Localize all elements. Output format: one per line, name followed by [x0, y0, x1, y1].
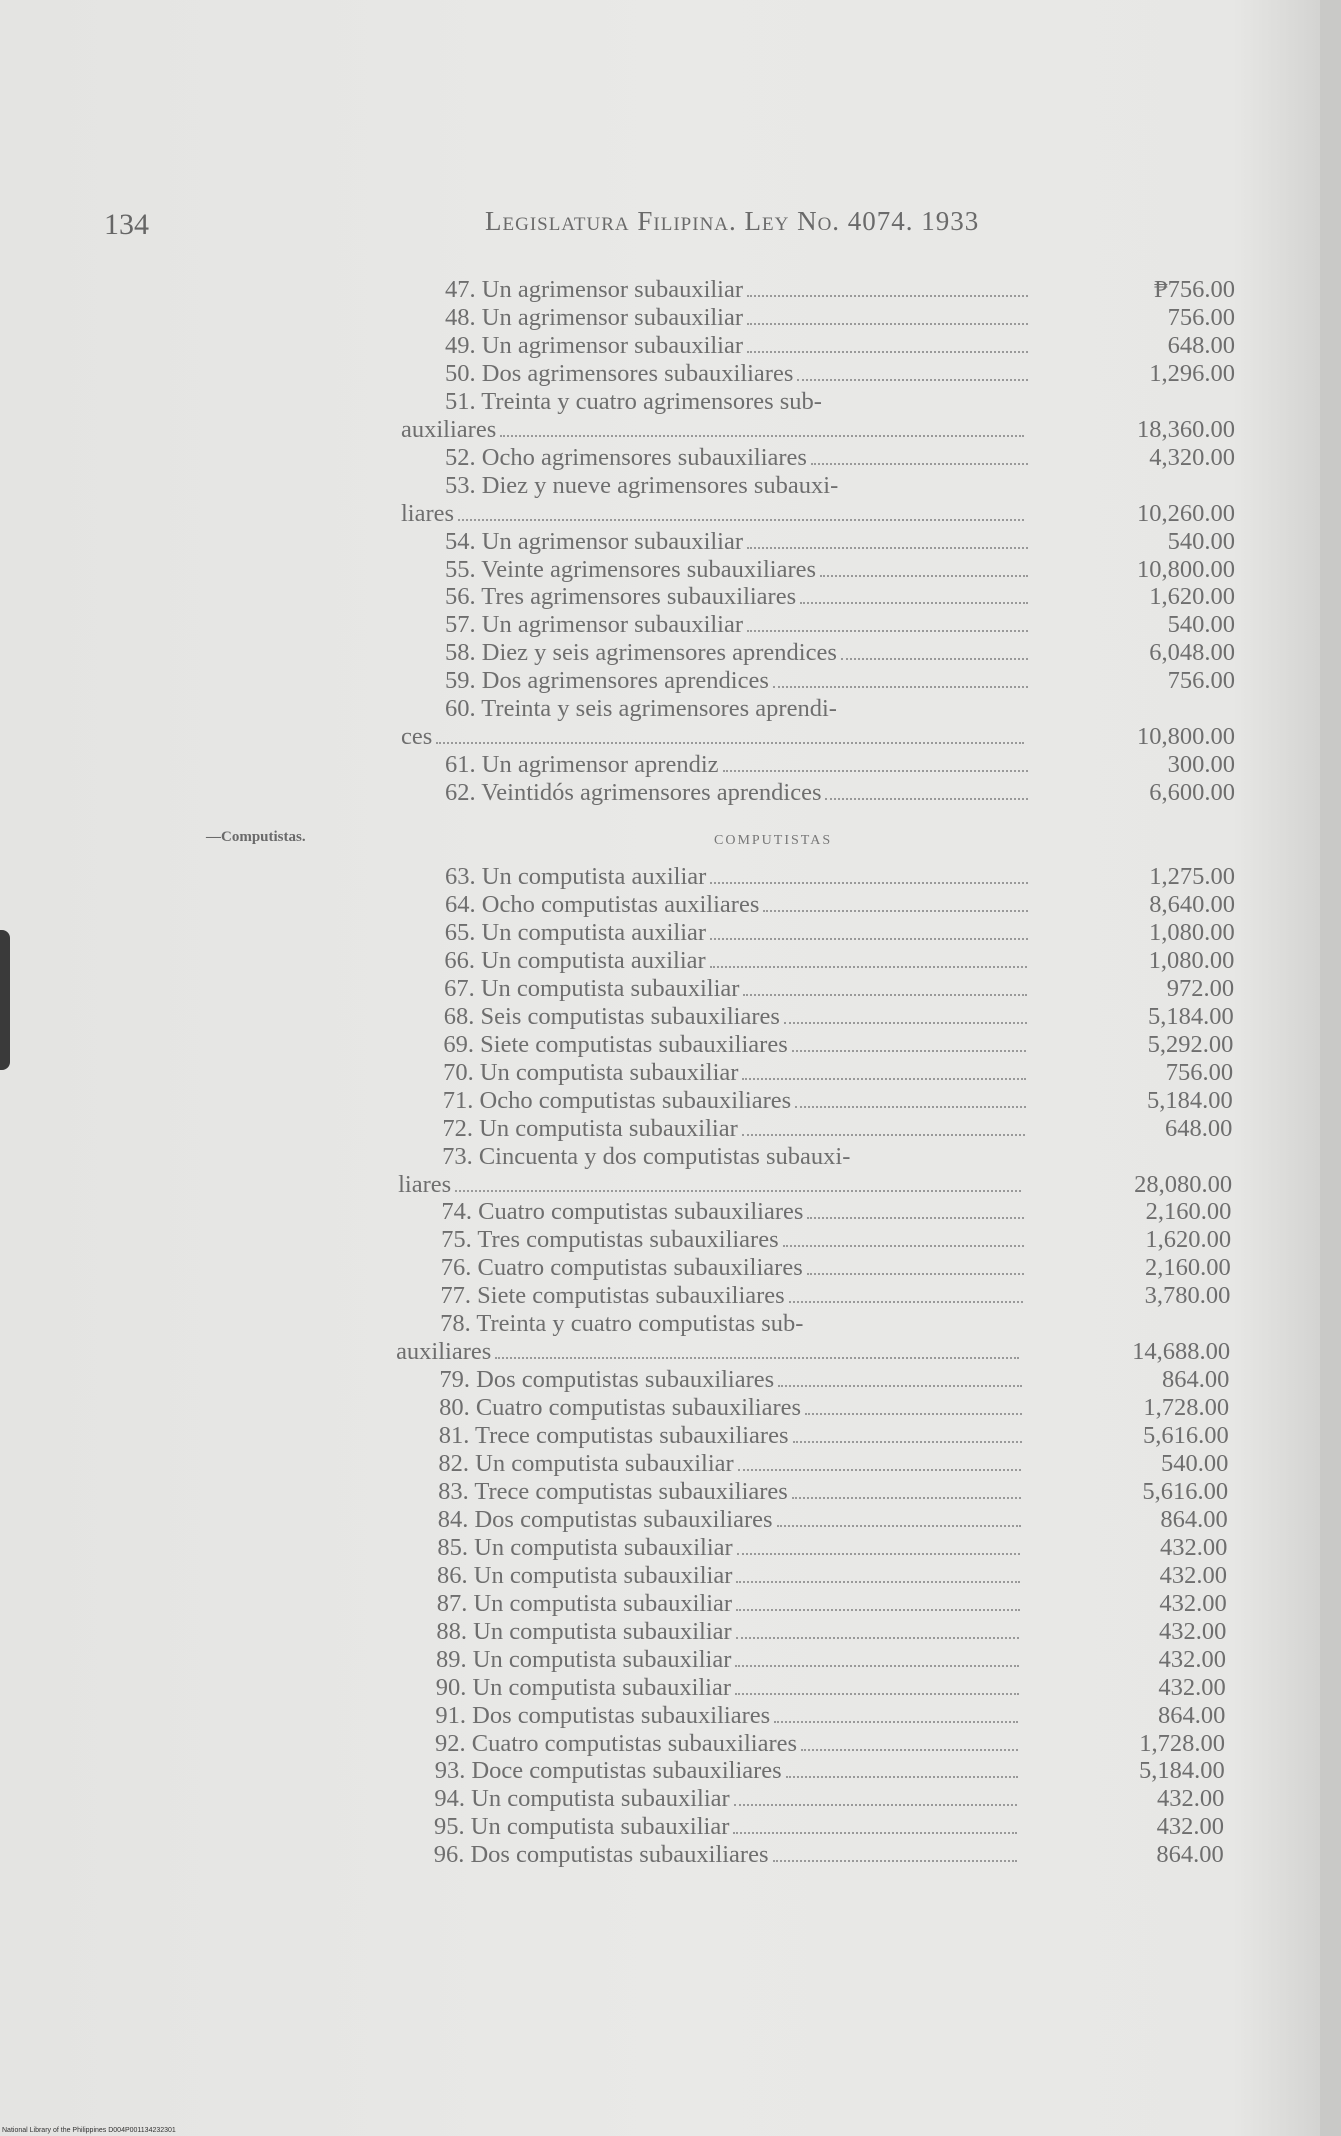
item-amount: 14,688.00: [1132, 1338, 1231, 1366]
item-text: 63. Un computista auxiliar: [445, 863, 707, 891]
item-amount: 864.00: [1158, 1701, 1226, 1729]
list-item: [434, 1813, 1224, 1841]
item-amount: 18,360.00: [1137, 415, 1235, 443]
item-amount: 1,728.00: [1139, 1729, 1226, 1757]
list-item: [445, 276, 1235, 304]
item-text: 52. Ocho agrimensores subauxiliares: [445, 443, 807, 471]
list-item: [440, 1282, 1230, 1310]
item-amount: 540.00: [1161, 1450, 1229, 1477]
list-item: [441, 1254, 1231, 1282]
leader-dots: [734, 1785, 1018, 1806]
list-item: [445, 919, 1235, 947]
item-amount: 432.00: [1160, 1533, 1228, 1561]
list-item-continuation: [401, 415, 1235, 444]
leader-dots: [777, 1506, 1021, 1527]
item-amount: 300.00: [1167, 751, 1235, 779]
item-text: 70. Un computista subauxiliar: [443, 1058, 739, 1086]
item-amount: 540.00: [1167, 527, 1235, 555]
leader-dots: [436, 723, 1024, 744]
item-amount: 1,275.00: [1149, 863, 1235, 891]
item-text-continuation: liares: [398, 1170, 452, 1198]
item-text: 61. Un agrimensor aprendiz: [445, 751, 719, 779]
leader-dots: [773, 667, 1028, 688]
item-amount: 5,184.00: [1147, 1086, 1233, 1114]
item-amount: 6,600.00: [1149, 779, 1235, 807]
item-text: 78. Treinta y cuatro computistas sub-: [440, 1310, 804, 1338]
leader-dots: [733, 1813, 1017, 1834]
item-text: 92. Cuatro computistas subauxiliares: [435, 1729, 798, 1757]
leader-dots: [455, 1171, 1021, 1192]
item-text: 74. Cuatro computistas subauxiliares: [441, 1198, 804, 1226]
item-amount: 540.00: [1167, 611, 1235, 639]
leader-dots: [747, 304, 1028, 325]
list-item: [442, 1143, 1232, 1171]
item-amount: 1,296.00: [1149, 359, 1235, 387]
list-item: [436, 1674, 1226, 1702]
list-item: [441, 1198, 1231, 1226]
thumb-shadow: [0, 930, 10, 1070]
item-text: 77. Siete computistas subauxiliares: [440, 1282, 785, 1310]
item-amount: 1,080.00: [1148, 946, 1235, 974]
item-text: 86. Un computista subauxiliar: [437, 1561, 733, 1589]
list-item: [445, 639, 1235, 667]
item-text: 95. Un computista subauxiliar: [434, 1813, 730, 1841]
item-text: 57. Un agrimensor subauxiliar: [445, 611, 744, 639]
leader-dots: [735, 1646, 1019, 1667]
leader-dots: [820, 556, 1028, 577]
item-text: 47. Un agrimensor subauxiliar: [445, 276, 744, 303]
item-amount: 5,184.00: [1148, 1002, 1234, 1030]
leader-dots: [747, 276, 1028, 297]
page-number: 134: [104, 208, 149, 241]
list-item: [438, 1478, 1228, 1506]
item-amount: 8,640.00: [1149, 891, 1235, 918]
item-amount: 2,160.00: [1145, 1198, 1232, 1226]
item-text: 50. Dos agrimensores subauxiliares: [445, 359, 794, 387]
item-amount: 864.00: [1160, 1505, 1228, 1533]
leader-dots: [742, 1059, 1026, 1080]
list-item: [439, 1422, 1229, 1450]
list-item: [445, 667, 1235, 695]
item-amount: 432.00: [1158, 1673, 1226, 1701]
item-text: 54. Un agrimensor subauxiliar: [445, 527, 744, 555]
item-amount: 5,616.00: [1142, 1477, 1229, 1505]
list-item: [445, 304, 1235, 332]
leader-dots: [786, 1757, 1018, 1778]
item-text: 89. Un computista subauxiliar: [436, 1645, 732, 1673]
item-text: 88. Un computista subauxiliar: [436, 1617, 732, 1645]
list-item: [437, 1590, 1227, 1618]
leader-dots: [774, 1702, 1018, 1723]
leader-dots: [825, 779, 1028, 800]
leader-dots: [784, 1003, 1027, 1024]
list-item: [439, 1394, 1229, 1422]
item-text: 71. Ocho computistas subauxiliares: [442, 1086, 792, 1114]
leader-dots: [789, 1282, 1024, 1303]
list-item: [436, 1618, 1226, 1646]
leader-dots: [710, 863, 1028, 884]
item-amount: 2,160.00: [1144, 1254, 1231, 1282]
item-amount: 972.00: [1166, 974, 1235, 1002]
item-text: 66. Un computista auxiliar: [444, 946, 706, 974]
leader-dots: [747, 332, 1028, 353]
item-amount: 864.00: [1156, 1841, 1224, 1869]
section-title: COMPUTISTAS: [714, 833, 833, 848]
leader-dots: [783, 1226, 1024, 1247]
item-text-continuation: auxiliares: [401, 415, 497, 443]
list-item: [443, 1059, 1233, 1087]
list-item: [445, 332, 1235, 360]
item-amount: 432.00: [1156, 1813, 1225, 1841]
item-amount: 432.00: [1159, 1617, 1227, 1645]
leader-dots: [778, 1366, 1022, 1387]
leader-dots: [841, 639, 1028, 660]
leader-dots: [792, 1031, 1027, 1052]
item-amount: 432.00: [1157, 1785, 1225, 1813]
list-item: [436, 1646, 1226, 1674]
item-amount: 432.00: [1159, 1561, 1228, 1589]
item-text: 51. Treinta y cuatro agrimensores sub-: [445, 387, 822, 415]
leader-dots: [793, 1422, 1022, 1443]
list-item: [437, 1534, 1227, 1562]
leader-dots: [763, 891, 1028, 912]
list-item: [444, 947, 1234, 975]
item-text-continuation: ces: [401, 723, 433, 751]
leader-dots: [736, 1618, 1020, 1639]
item-amount: 864.00: [1162, 1366, 1230, 1394]
item-text: 87. Un computista subauxiliar: [436, 1589, 733, 1617]
leader-dots: [737, 1534, 1021, 1555]
item-text: 93. Doce computistas subauxiliares: [434, 1757, 782, 1785]
item-amount: 1,620.00: [1145, 1226, 1232, 1254]
running-header: Legislatura Filipina. Ley No. 4074. 1933: [485, 206, 980, 236]
leader-dots: [811, 444, 1028, 465]
list-item: [445, 388, 1235, 416]
leader-dots: [795, 1087, 1026, 1108]
item-text: 59. Dos agrimensores aprendices: [445, 667, 769, 695]
list-item-continuation: [401, 499, 1235, 528]
leader-dots: [792, 1478, 1021, 1499]
leader-dots: [747, 528, 1028, 549]
list-item: [437, 1562, 1227, 1590]
item-amount: 10,260.00: [1137, 499, 1235, 527]
list-item: [445, 472, 1235, 500]
list-item: [440, 1310, 1230, 1338]
item-text: 91. Dos computistas subauxiliares: [435, 1701, 771, 1729]
list-item-continuation: [401, 723, 1235, 751]
list-item: [445, 528, 1235, 556]
item-amount: 3,780.00: [1144, 1282, 1231, 1310]
list-item: [443, 1087, 1233, 1115]
footer-stamp: National Library of the Philippines D004P001134232301: [2, 2127, 176, 2134]
list-item: [438, 1450, 1228, 1478]
item-amount: 5,616.00: [1142, 1422, 1229, 1450]
list-item: [434, 1785, 1224, 1813]
item-amount: 5,184.00: [1138, 1757, 1225, 1785]
item-text: 55. Veinte agrimensores subauxiliares: [445, 555, 817, 583]
list-item: [444, 975, 1234, 1003]
item-text: 82. Un computista subauxiliar: [438, 1450, 734, 1477]
leader-dots: [797, 360, 1028, 381]
item-text: 53. Diez y nueve agrimensores subauxi-: [445, 471, 839, 499]
item-text: 90. Un computista subauxiliar: [435, 1673, 732, 1701]
list-item-continuation: [396, 1338, 1231, 1366]
leader-dots: [735, 1674, 1019, 1695]
leader-dots: [710, 919, 1028, 940]
leader-dots: [747, 611, 1028, 632]
leader-dots: [801, 1730, 1018, 1751]
item-text: 83. Trece computistas subauxiliares: [438, 1477, 788, 1505]
list-item: [445, 611, 1235, 639]
item-amount: 6,048.00: [1149, 639, 1235, 667]
item-text: 64. Ocho computistas auxiliares: [445, 891, 760, 918]
leader-dots: [736, 1590, 1020, 1611]
list-item: [438, 1506, 1228, 1534]
item-text-continuation: auxiliares: [396, 1338, 492, 1366]
list-item: [443, 1031, 1233, 1059]
list-item: [435, 1757, 1225, 1785]
list-item: [445, 891, 1235, 919]
item-text: 68. Seis computistas subauxiliares: [443, 1002, 780, 1030]
list-item-continuation: [398, 1170, 1233, 1199]
item-amount: 28,080.00: [1134, 1170, 1233, 1198]
item-text: 81. Trece computistas subauxiliares: [438, 1422, 789, 1450]
list-item: [439, 1366, 1229, 1394]
leader-dots: [805, 1394, 1022, 1415]
list-item: [435, 1702, 1225, 1730]
item-text: 56. Tres agrimensores subauxiliares: [445, 583, 797, 611]
item-text: 80. Cuatro computistas subauxiliares: [439, 1394, 802, 1422]
item-text: 58. Diez y seis agrimensores aprendices: [445, 639, 837, 667]
item-amount: 432.00: [1159, 1589, 1227, 1617]
item-amount: 648.00: [1167, 331, 1235, 359]
item-amount: 10,800.00: [1137, 555, 1235, 583]
item-text-continuation: liares: [401, 499, 455, 527]
item-text: 76. Cuatro computistas subauxiliares: [440, 1254, 803, 1282]
leader-dots: [807, 1254, 1024, 1275]
leader-dots: [743, 975, 1027, 996]
item-text: 94. Un computista subauxiliar: [434, 1785, 730, 1813]
list-item: [445, 444, 1235, 472]
item-text: 69. Siete computistas subauxiliares: [443, 1030, 788, 1058]
leader-dots: [723, 751, 1029, 772]
item-amount: 1,620.00: [1149, 583, 1235, 611]
item-amount: 1,728.00: [1143, 1394, 1230, 1422]
leader-dots: [738, 1450, 1022, 1471]
list-item: [445, 863, 1235, 891]
item-text: 85. Un computista subauxiliar: [437, 1533, 733, 1561]
list-item: [445, 751, 1235, 779]
list-item: [434, 1841, 1224, 1869]
item-amount: 1,080.00: [1149, 918, 1235, 946]
item-amount: 10,800.00: [1137, 723, 1235, 751]
item-amount: 756.00: [1167, 667, 1235, 695]
leader-dots: [800, 583, 1028, 604]
list-item: [445, 583, 1235, 611]
item-text: 67. Un computista subauxiliar: [444, 974, 740, 1002]
item-text: 49. Un agrimensor subauxiliar: [445, 331, 744, 359]
list-item: [441, 1226, 1231, 1254]
item-text: 72. Un computista subauxiliar: [442, 1114, 738, 1142]
item-amount: 648.00: [1165, 1114, 1233, 1142]
item-text: 60. Treinta y seis agrimensores aprendi-: [445, 695, 837, 723]
item-text: 96. Dos computistas subauxiliares: [433, 1841, 769, 1869]
item-amount: 4,320.00: [1149, 443, 1235, 471]
leader-dots: [773, 1841, 1017, 1862]
list-item: [444, 1003, 1234, 1031]
item-text: 73. Cincuenta y dos computistas subauxi-: [442, 1142, 851, 1170]
leader-dots: [807, 1198, 1024, 1219]
list-item: [435, 1730, 1225, 1758]
margin-note: —Computistas.: [206, 829, 306, 845]
list-item: [445, 556, 1235, 584]
leader-dots: [742, 1115, 1026, 1136]
leader-dots: [495, 1338, 1019, 1359]
leader-dots: [710, 947, 1028, 968]
item-amount: 432.00: [1158, 1645, 1227, 1673]
item-text: 62. Veintidós agrimensores aprendices: [445, 779, 822, 807]
list-item: [445, 695, 1235, 723]
item-amount: ₱756.00: [1153, 276, 1235, 303]
item-amount: 756.00: [1167, 303, 1235, 331]
leader-dots: [736, 1562, 1020, 1583]
item-text: 79. Dos computistas subauxiliares: [439, 1366, 775, 1394]
list-item: [445, 779, 1235, 807]
list-item: [442, 1115, 1232, 1143]
item-amount: 756.00: [1165, 1058, 1234, 1086]
item-text: 65. Un computista auxiliar: [444, 918, 707, 946]
item-text: 75. Tres computistas subauxiliares: [441, 1226, 779, 1254]
leader-dots: [500, 416, 1024, 437]
item-amount: 5,292.00: [1147, 1030, 1234, 1058]
book-spine-shadow: [1320, 0, 1341, 2136]
list-item: [445, 360, 1235, 388]
item-text: 48. Un agrimensor subauxiliar: [445, 303, 744, 331]
item-text: 84. Dos computistas subauxiliares: [437, 1505, 773, 1533]
leader-dots: [458, 500, 1024, 521]
